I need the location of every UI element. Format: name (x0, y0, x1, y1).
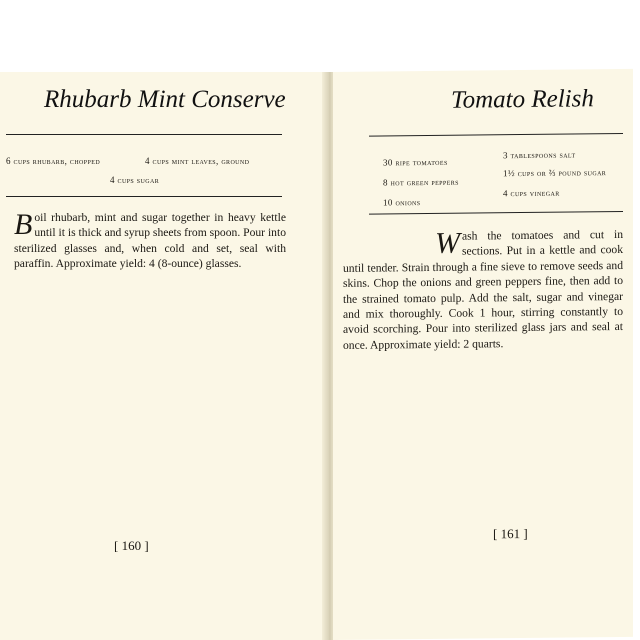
left-page (0, 72, 327, 640)
recipe-title: Tomato Relish (451, 85, 594, 114)
ingredient: 8 hot green peppers (383, 176, 459, 188)
bottom-rule (369, 211, 623, 215)
ingredient: 30 ripe tomatoes (383, 156, 448, 168)
drop-cap: B (14, 208, 33, 241)
ingredient: 6 cups rhubarb, chopped (6, 156, 101, 166)
ingredient: 1½ cups or ⅔ pound sugar (503, 167, 607, 179)
ingredient: 4 cups mint leaves, ground (145, 156, 250, 166)
recipe-directions (14, 210, 286, 272)
ingredient: 10 onions (383, 197, 421, 208)
drop-cap: W (435, 226, 460, 260)
directions-text: ash the tomatoes and cut in sections. Put in a kettle and cook until tender. Strain through a fine sieve to remove seeds and skins. Chop the onions and green peppers fine, then add to the strained tomato pulp. Add the salt, sugar and vinegar and mix thoroughly. Cook 1 hour, stirring constantly to avoid scorching. Pour into sterilized glass jars and seal at once. Approximate yield: 2 quarts. (343, 227, 623, 352)
right-page (333, 69, 633, 640)
page-number: [ 161 ] (493, 525, 528, 542)
ingredient: 3 tablespoons salt (503, 149, 576, 161)
top-rule (6, 134, 282, 135)
bottom-rule (6, 196, 282, 197)
ingredient: 4 cups vinegar (503, 187, 560, 199)
top-rule (369, 133, 623, 137)
recipe-directions (343, 227, 623, 353)
ingredient: 4 cups sugar (110, 175, 160, 185)
page-number: [ 160 ] (114, 538, 149, 553)
directions-text: oil rhubarb, mint and sugar together in heavy kettle until it is thick and syrup sheets from spoon. Pour into sterilized glasses and, when cold and set, seal with paraffin. Approximate yield: 4 (8-ounce) glasses. (14, 211, 286, 271)
recipe-title: Rhubarb Mint Conserve (44, 86, 286, 113)
